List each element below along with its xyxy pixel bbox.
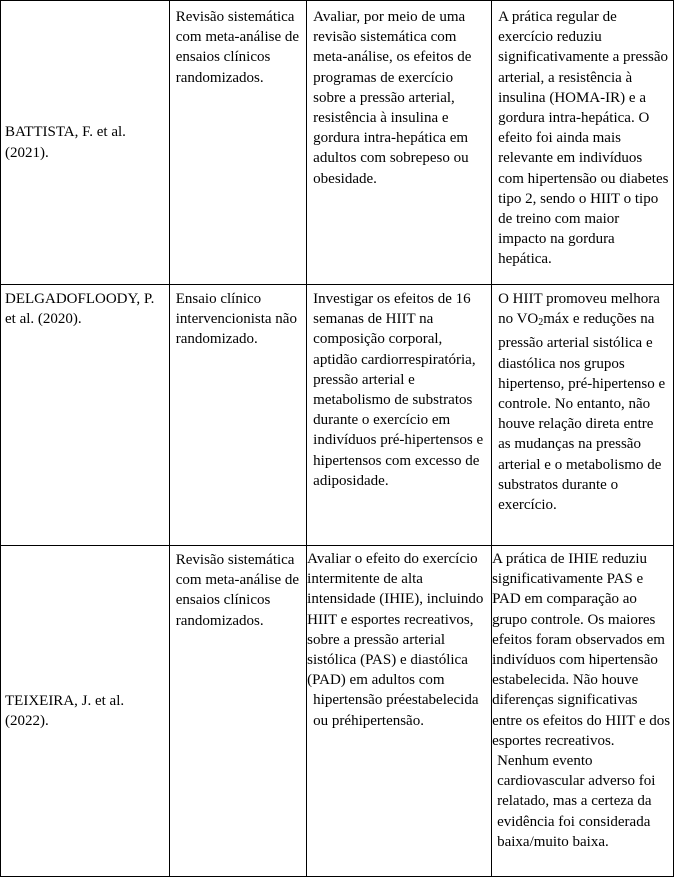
study-type-text: Ensaio clínico intervencionista não randomizado.: [175, 291, 297, 348]
result-text: [492, 546, 673, 852]
author-text: TEIXEIRA, J. et al. (2022).: [5, 692, 125, 729]
result-text-part: O HIIT promoveu melhora no VO: [498, 291, 660, 328]
result-text: A prática regular de exercício reduziu significativamente a pressão arterial, a resistência à insulina (HOMA-IR) e a gordura intra-hepática. O efeito foi ainda mais relevante em indivíduos com hipertensão ou diabetes tipo 2, sendo o HIIT o tipo de treino com maior impacto na gordura hepática.: [498, 9, 669, 268]
result-cell: [492, 1, 674, 285]
objective-text: Avaliar, por meio de uma revisão sistemática com meta-análise, os efeitos de programas de exercício sobre a pressão arterial, resistência à insulina e gordura intra-hepática em adultos com sobrepeso ou obesidade.: [313, 9, 472, 187]
study-type-text: Revisão sistemática com meta-análise de ensaios clínicos randomizados.: [175, 9, 300, 86]
study-type-cell: [169, 285, 306, 546]
result-cell: [492, 546, 674, 877]
table-row: [1, 546, 674, 877]
result-cell: [492, 285, 674, 546]
result-text-part: A prática de IHIE reduziu significativamente PAS e PAD em comparação ao grupo controle. Os maiores efeitos foram observados em indivíduos com hipertensão estabelecida. Não houve diferenças significativas entre os efeitos do HIIT e dos esportes recreativos.: [492, 551, 671, 749]
objective-cell: [307, 1, 492, 285]
author-text: DELGADOFLOODY, P. et al. (2020).: [5, 291, 155, 328]
author-cell: [1, 1, 170, 285]
result-text-part: Nenhum evento cardiovascular adverso foi relatado, mas a certeza da evidência foi considerada baixa/muito baixa.: [497, 753, 656, 850]
author-text: BATTISTA, F. et al. (2021).: [5, 124, 126, 161]
objective-cell: [307, 285, 492, 546]
table-row: [1, 1, 674, 285]
table-row: [1, 285, 674, 546]
objective-text-part: Avaliar o efeito do exercício intermitente de alta intensidade (IHIE), incluindo HIIT e esportes recreativos, sobre a pressão arterial sistólica (PAS) e diastólica (PAD) em adultos com: [307, 551, 484, 689]
author-cell: [1, 285, 170, 546]
result-text: [492, 285, 673, 515]
author-cell: [1, 546, 170, 877]
objective-cell: [307, 546, 492, 877]
study-type-text: Revisão sistemática com meta-análise de ensaios clínicos randomizados.: [175, 552, 300, 629]
study-type-cell: [169, 546, 306, 877]
subscript-two: 2: [538, 317, 544, 329]
result-text-part: máx e reduções na pressão arterial sistólica e diastólica nos grupos hipertenso, pré-hipertenso e controle. No entanto, não houve relação direta entre as mudanças na pressão arterial e o metabolismo de substratos durante o exercício.: [498, 311, 666, 514]
objective-text: [307, 546, 491, 731]
objective-text: Investigar os efeitos de 16 semanas de HIIT na composição corporal, aptidão cardiorrespiratória, pressão arterial e metabolismo de substratos durante o exercício em indivíduos pré-hipertensos e hipertensos com excesso de adiposidade.: [313, 291, 484, 489]
objective-text-part: hipertensão préestabelecida ou préhipertensão.: [313, 692, 479, 729]
study-type-cell: [169, 1, 306, 285]
